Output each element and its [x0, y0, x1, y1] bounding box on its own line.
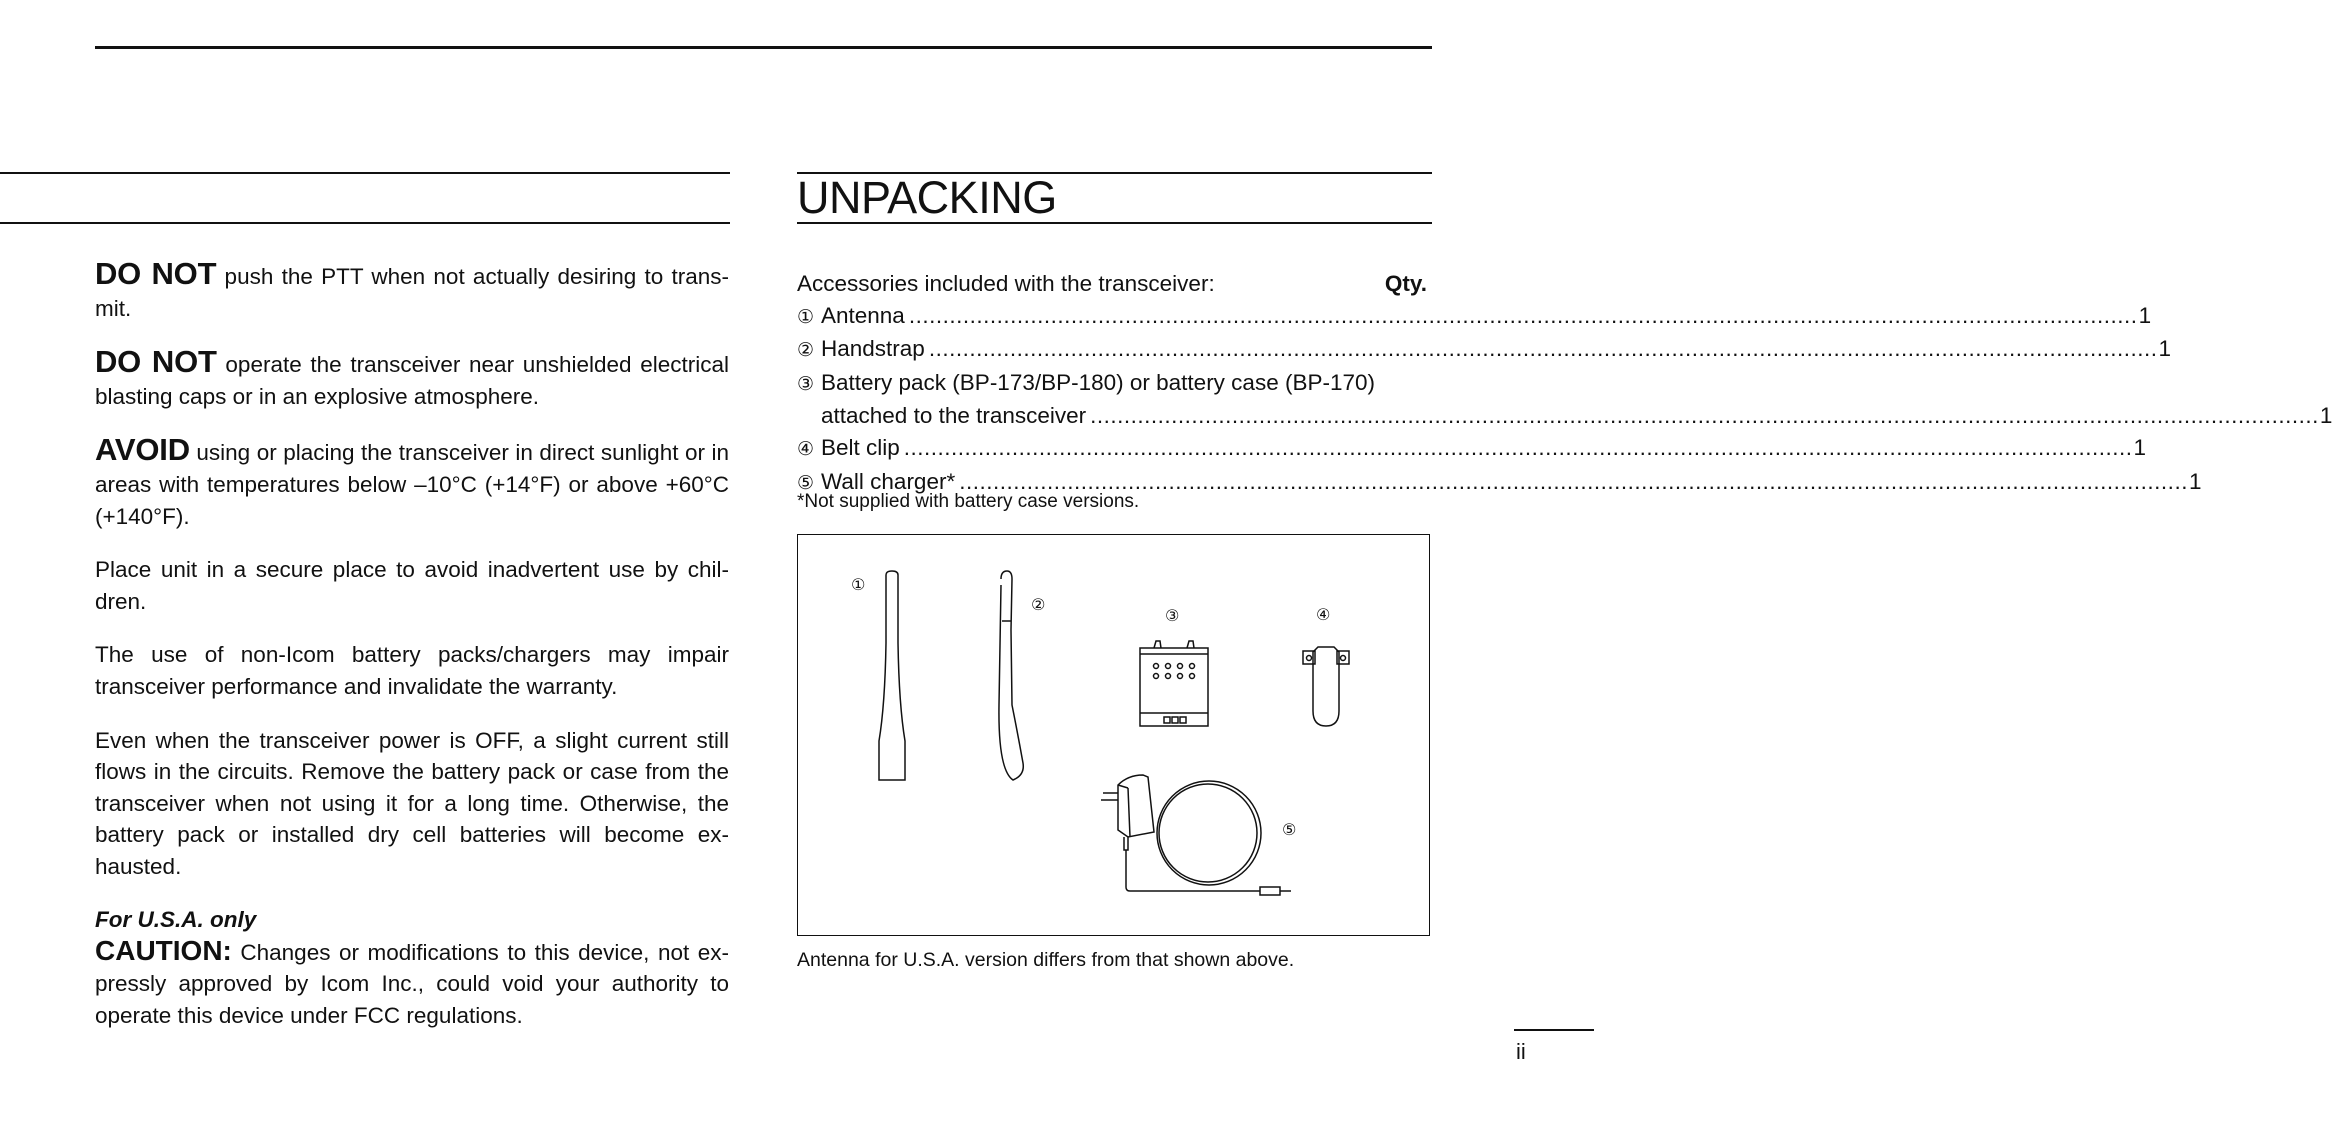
item-number: ⑤ — [797, 472, 815, 494]
precaution-children: Place unit in a secure place to avoid inadvertent use by chil-dren. — [95, 557, 729, 614]
item-label: Belt clip — [821, 434, 900, 460]
leader-dots: ...................................................................................................................................................................................... — [928, 336, 2158, 362]
battery-pack-icon — [1140, 641, 1208, 726]
accessories-figure — [797, 534, 1430, 936]
left-header-rule-bottom — [0, 222, 730, 224]
handstrap-icon — [999, 571, 1023, 780]
leader-dots: ...................................................................................................................................................................................... — [1090, 403, 2319, 429]
leader-dots: ...................................................................................................................................................................................... — [908, 302, 2138, 328]
accessories-header — [797, 268, 1427, 300]
belt-clip-icon — [1303, 647, 1349, 726]
accessory-item — [797, 300, 2152, 334]
accessory-list — [797, 300, 2332, 500]
caution-text: Changes or modiﬁcations to this device, not ex-pressly approved by Icom Inc., could void your authority to operate this device under FCC regulations. — [95, 939, 729, 1028]
item-qty: 1 — [2133, 434, 2147, 460]
precautions-column — [95, 258, 729, 1031]
left-header-rule-top — [0, 172, 730, 174]
figure-caption: Antenna for U.S.A. version differs from that shown above. — [797, 949, 1295, 971]
item-number: ④ — [797, 438, 815, 460]
qty-header: Qty. — [1384, 271, 1427, 296]
precaution-non-icom: The use of non-Icom battery packs/chargers may impair transceiver performance and invalidate the warranty. — [95, 642, 729, 699]
precaution-text: using or placing the transceiver in direct sunlight or in areas with temperatures below –10°C (+14°F) or above +60°C (+140°F). — [95, 440, 729, 529]
item-label: Handstrap — [821, 336, 925, 362]
precaution-text: operate the transceiver near unshielded electrical blasting caps or in an explosive atmosphere. — [95, 352, 729, 409]
accessory-item — [797, 432, 2147, 466]
accessories-illustration — [798, 535, 1431, 937]
precaution-ptt — [95, 258, 729, 324]
item-number: ① — [797, 306, 815, 328]
footnote: *Not supplied with battery case versions. — [797, 491, 1140, 512]
item-label: Wall charger* — [821, 468, 956, 494]
figure-number-1: ① — [851, 575, 866, 594]
item-qty: 1 — [2188, 468, 2202, 494]
item-label: Antenna — [821, 302, 905, 328]
item-label: attached to the transceiver — [821, 403, 1087, 429]
antenna-icon — [879, 571, 905, 780]
accessories-intro: Accessories included with the transceiver: — [797, 271, 1215, 296]
accessory-item — [797, 333, 2172, 367]
usa-only-heading: For U.S.A. only — [95, 906, 257, 932]
page-number: ii — [1516, 1039, 1526, 1064]
fcc-caution — [95, 935, 729, 1032]
accessory-item-continued — [797, 400, 2332, 432]
precaution-blasting — [95, 346, 729, 412]
item-number: ② — [797, 340, 815, 362]
figure-number-3: ③ — [1165, 606, 1180, 625]
figure-number-2: ② — [1031, 595, 1046, 614]
precaution-power-off: Even when the transceiver power is OFF, a slight current still ﬂows in the circuits. Remove the battery pack or case from the transceiver when not using it for a long time. Otherwise, the battery pack or installed dry cell batteries will become ex-hausted. — [95, 727, 729, 879]
precaution-lead: DO NOT — [95, 344, 217, 380]
caution-lead: CAUTION: — [95, 934, 232, 966]
precaution-sunlight — [95, 434, 729, 532]
item-qty: 1 — [2319, 403, 2332, 429]
precaution-lead: AVOID — [95, 432, 190, 468]
precaution-lead: DO NOT — [95, 256, 217, 291]
wall-charger-icon — [1101, 775, 1291, 895]
item-qty: 1 — [2158, 336, 2172, 362]
section-title: UNPACKING — [797, 172, 1057, 223]
figure-number-4: ④ — [1316, 605, 1331, 624]
page-number-rule — [1514, 1029, 1594, 1031]
item-number: ③ — [797, 373, 815, 395]
figure-number-5: ⑤ — [1282, 820, 1297, 839]
leader-dots: ...................................................................................................................................................................................... — [959, 468, 2188, 494]
accessory-item — [797, 367, 1429, 401]
top-rule — [95, 46, 1432, 49]
leader-dots: ...................................................................................................................................................................................... — [903, 434, 2133, 460]
precaution-text: push the PTT when not actually desiring to trans-mit. — [95, 264, 729, 321]
item-qty: 1 — [2138, 302, 2152, 328]
item-label: Battery pack (BP-173/BP-180) or battery case (BP-170) — [821, 369, 1375, 395]
